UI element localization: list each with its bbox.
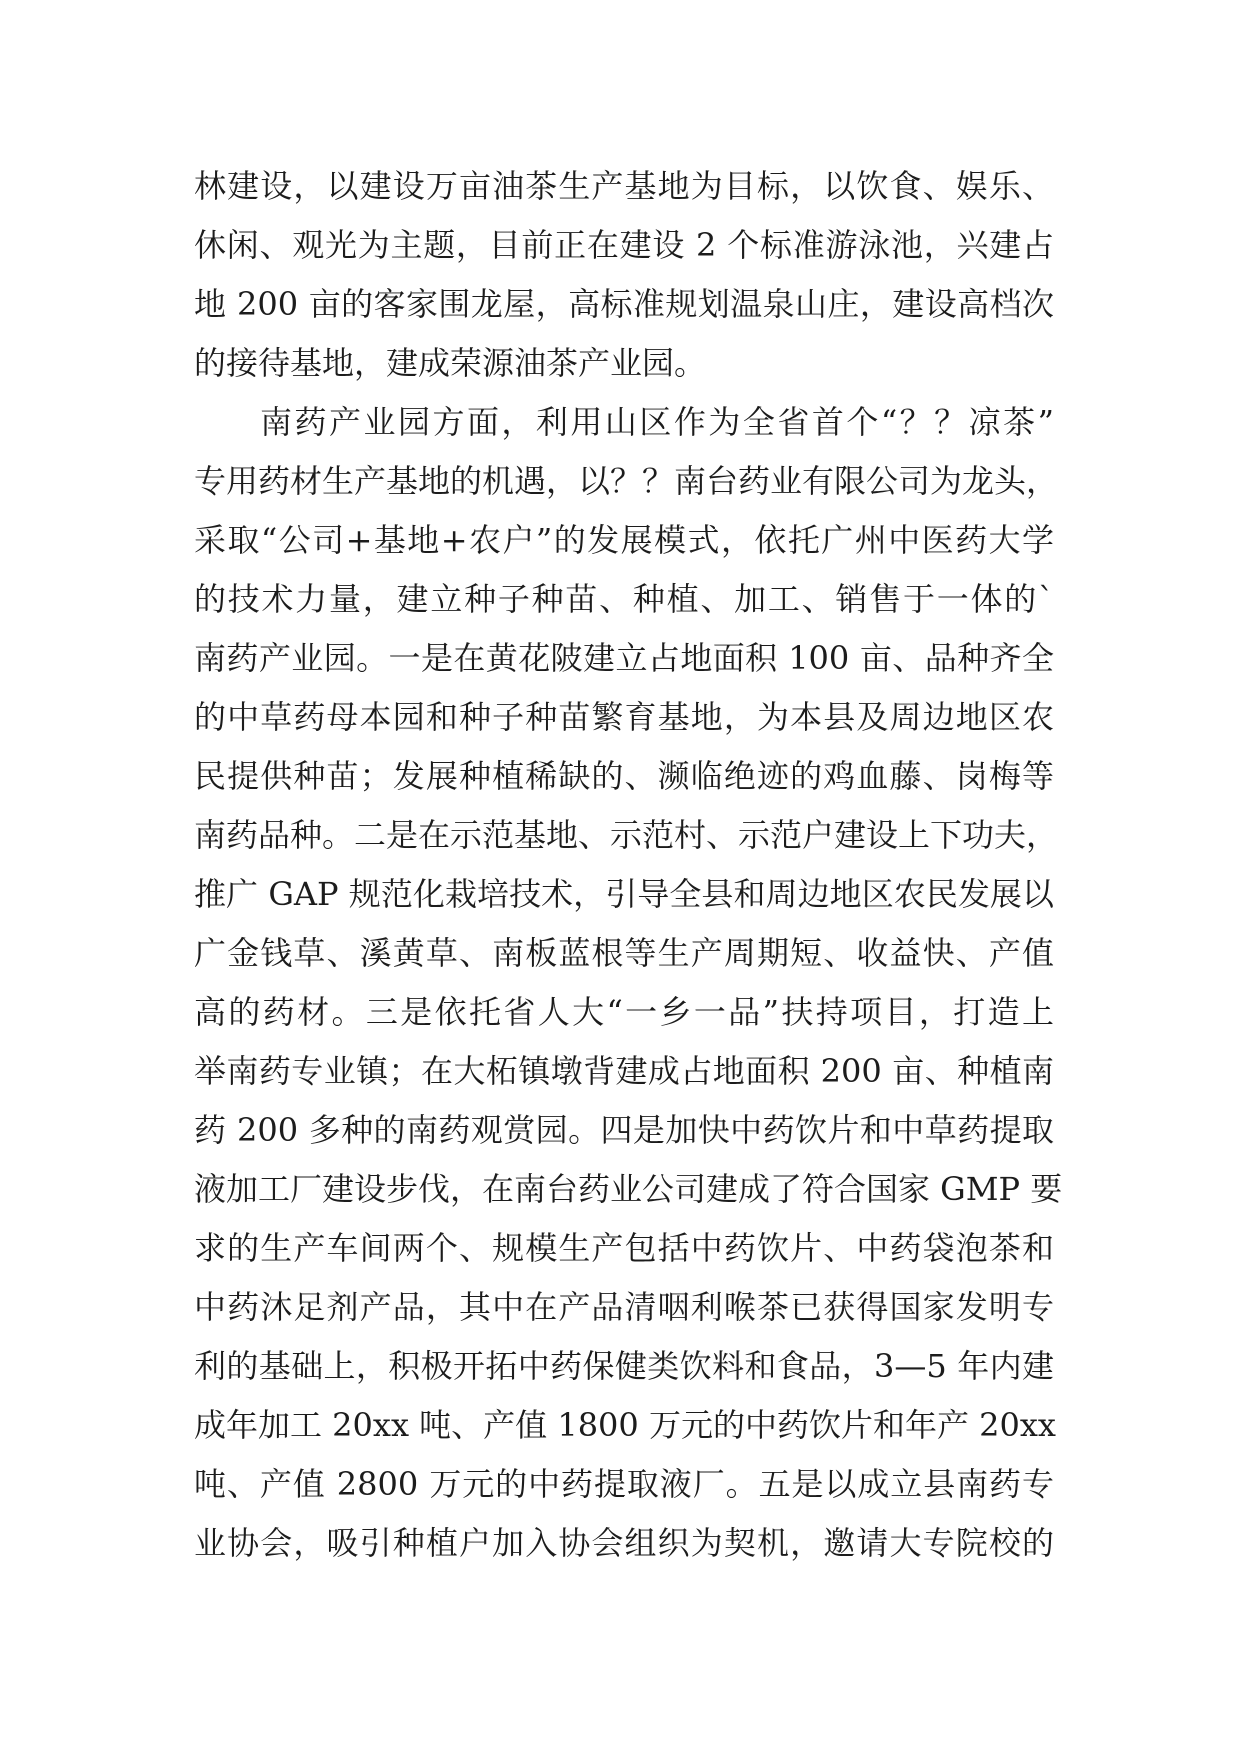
text-line: 高的药材。三是依托省人大“一乡一品”扶持项目，打造上 (194, 993, 1054, 1031)
text-line: 南药产业园方面，利用山区作为全省首个“？？凉茶” (260, 403, 1054, 441)
body-text (194, 157, 1063, 1573)
text-line: 的接待基地，建成荣源油茶产业园。 (194, 344, 707, 382)
text-line: 吨、产值 2800 万元的中药提取液厂。五是以成立县南药专 (194, 1465, 1054, 1503)
paragraph-1 (194, 157, 1054, 393)
text-line: 采取“公司+基地+农户”的发展模式，依托广州中医药大学 (194, 521, 1054, 559)
text-line: 民提供种苗；发展种植稀缺的、濒临绝迹的鸡血藤、岗梅等 (194, 757, 1054, 795)
text-line: 利的基础上，积极开拓中药保健类饮料和食品，3—5 年内建 (194, 1347, 1054, 1385)
text-line: 液加工厂建设步伐，在南台药业公司建成了符合国家 GMP 要 (194, 1170, 1063, 1208)
text-line: 的中草药母本园和种子种苗繁育基地，为本县及周边地区农 (194, 698, 1054, 736)
text-line: 药 200 多种的南药观赏园。四是加快中药饮片和中草药提取 (194, 1111, 1054, 1149)
text-line: 业协会，吸引种植户加入协会组织为契机，邀请大专院校的 (194, 1524, 1054, 1562)
text-line: 求的生产车间两个、规模生产包括中药饮片、中药袋泡茶和 (194, 1229, 1054, 1267)
text-line: 南药产业园。一是在黄花陂建立占地面积 100 亩、品种齐全 (194, 639, 1054, 677)
text-line: 广金钱草、溪黄草、南板蓝根等生产周期短、收益快、产值 (194, 934, 1054, 972)
text-line: 林建设，以建设万亩油茶生产基地为目标，以饮食、娱乐、 (194, 167, 1054, 205)
text-line: 地 200 亩的客家围龙屋，高标准规划温泉山庄，建设高档次 (194, 285, 1054, 323)
text-line: 的技术力量，建立种子种苗、种植、加工、销售于一体的` (194, 580, 1054, 618)
text-line: 专用药材生产基地的机遇，以？？南台药业有限公司为龙头， (194, 462, 1059, 500)
text-line: 南药品种。二是在示范基地、示范村、示范户建设上下功夫， (194, 816, 1059, 854)
text-line: 举南药专业镇；在大柘镇墩背建成占地面积 200 亩、种植南 (194, 1052, 1054, 1090)
text-line: 休闲、观光为主题，目前正在建设 2 个标准游泳池，兴建占 (194, 226, 1054, 264)
paragraph-2 (194, 393, 1063, 1573)
text-line: 推广 GAP 规范化栽培技术，引导全县和周边地区农民发展以 (194, 875, 1054, 913)
text-line: 成年加工 20xx 吨、产值 1800 万元的中药饮片和年产 20xx (194, 1406, 1056, 1444)
text-line: 中药沐足剂产品，其中在产品清咽利喉茶已获得国家发明专 (194, 1288, 1054, 1326)
